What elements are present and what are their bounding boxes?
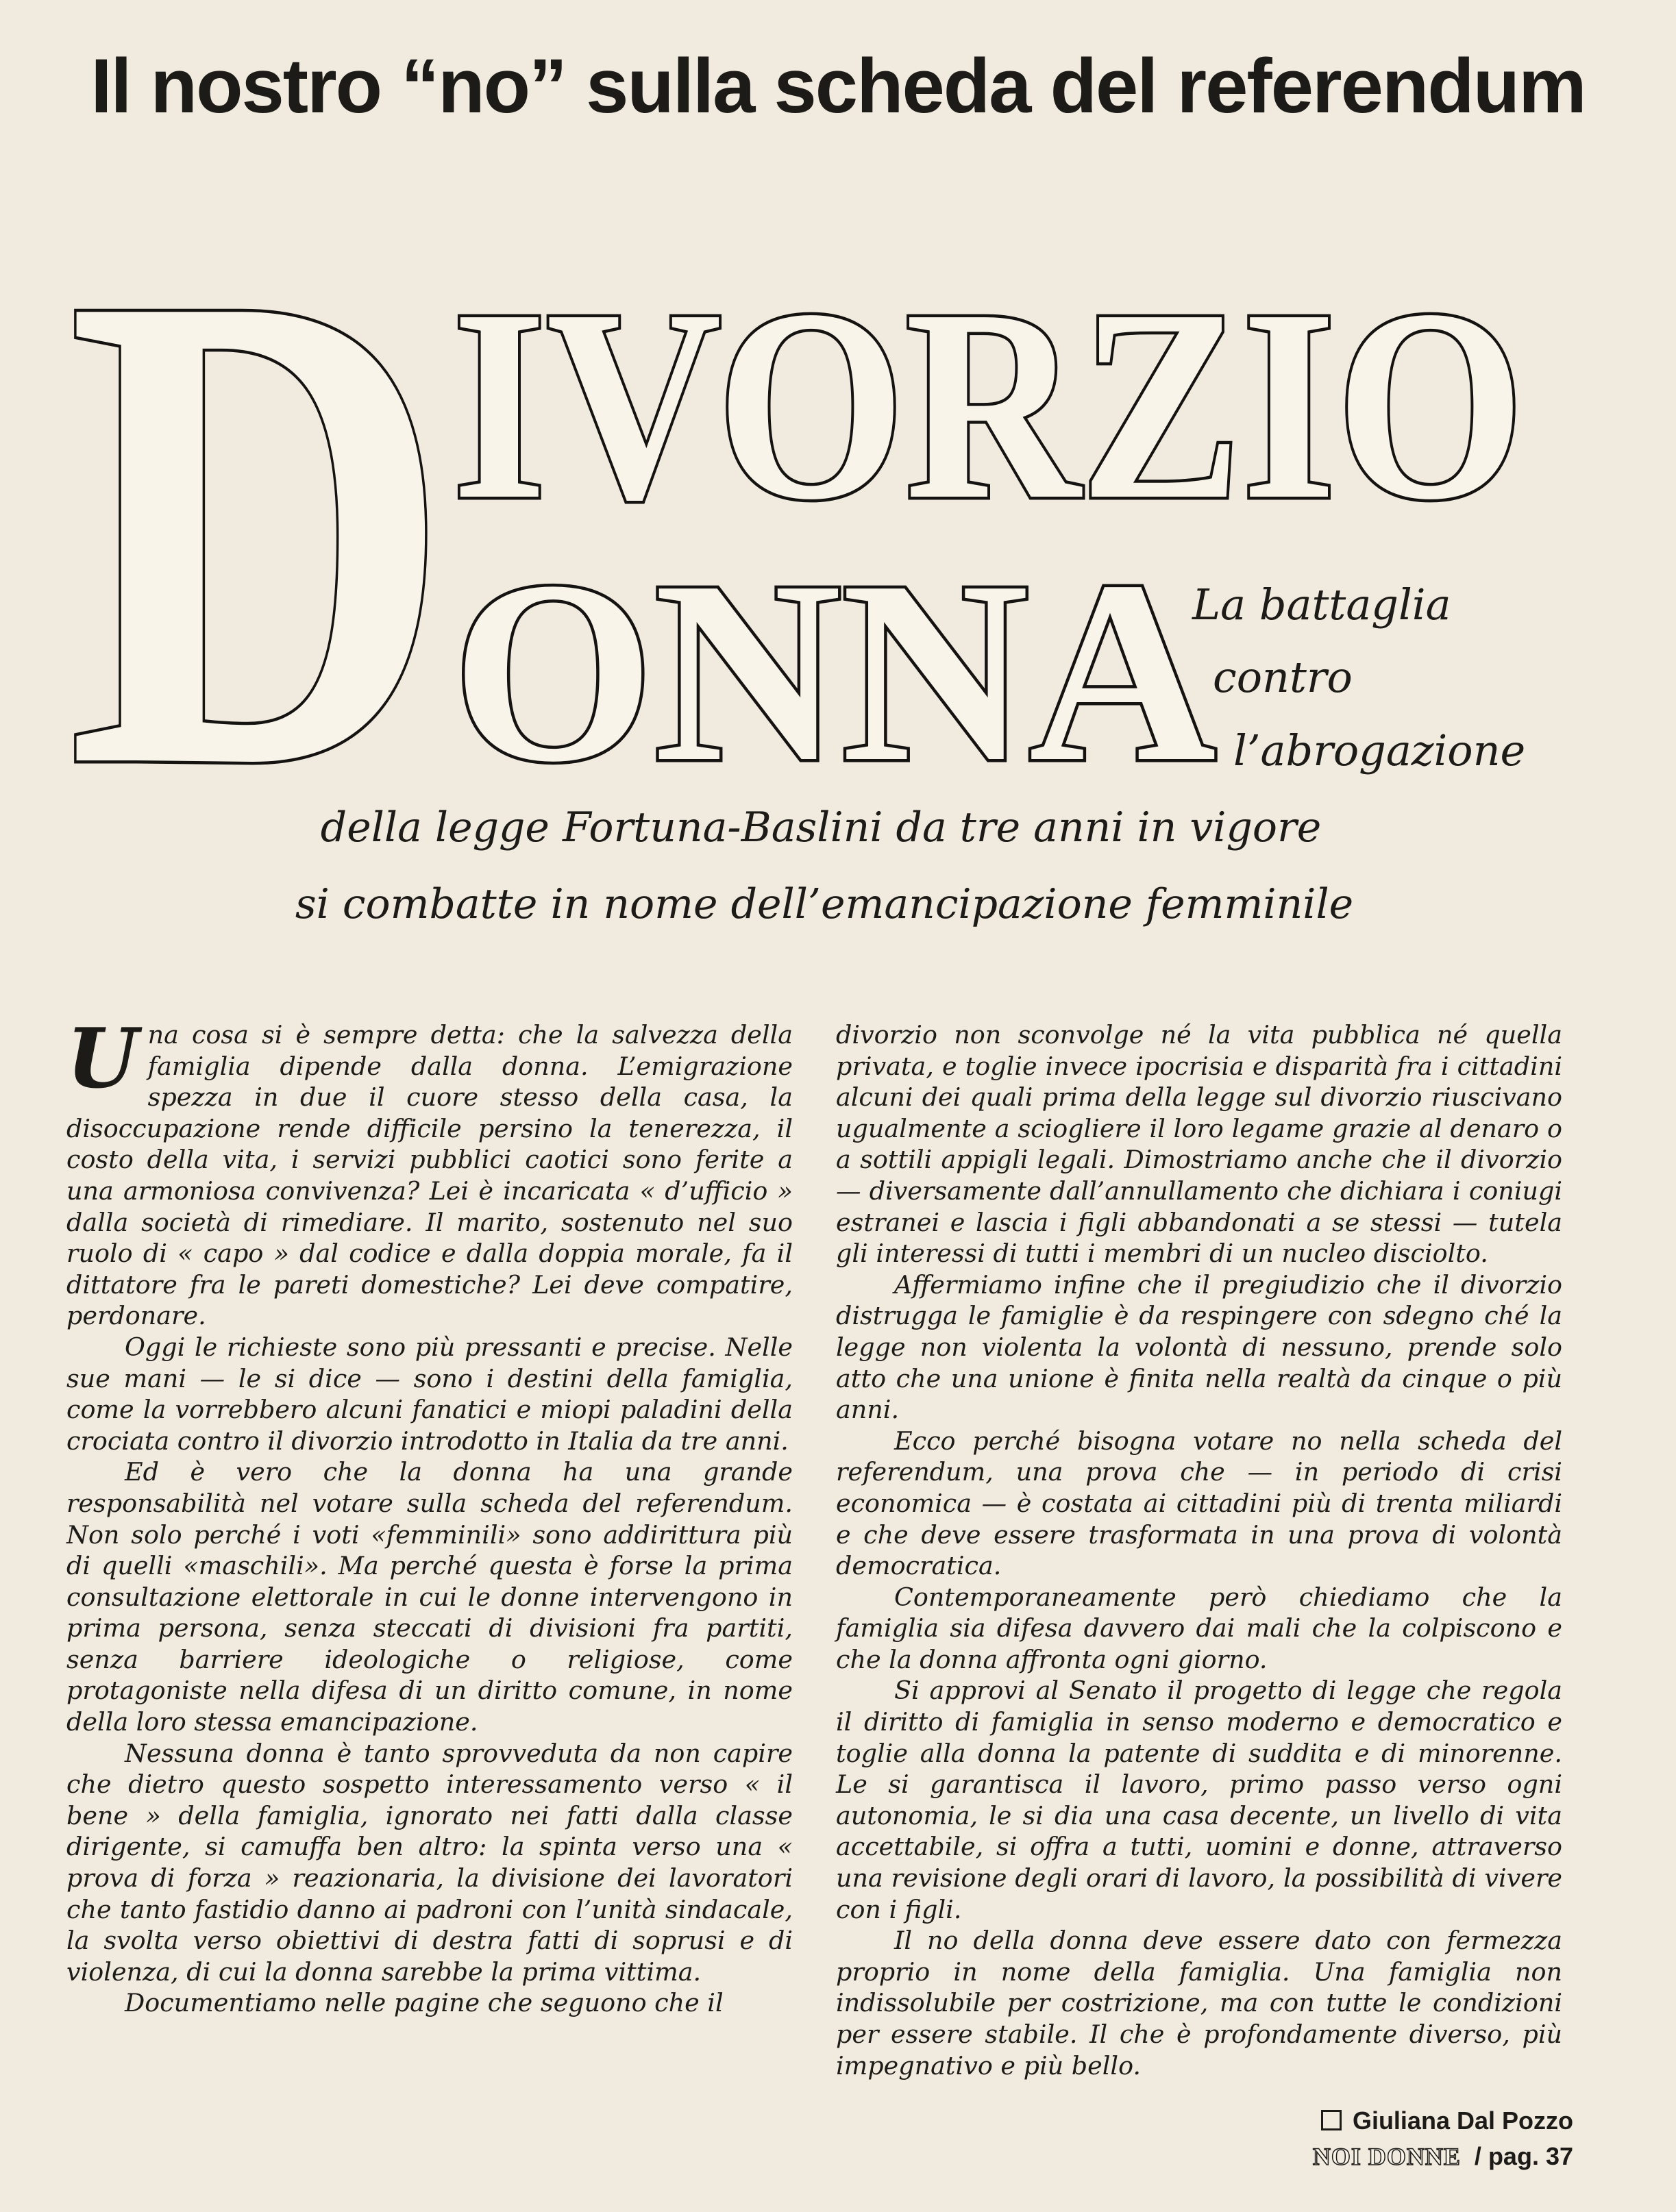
article-paragraph: Affermiamo infine che il pregiudizio che il divorzio distrugga le famiglie è da respingere con sdegno ché la legge non violenta la volontà di nessuno, prende solo atto che una unione è finita nella realtà da cinque o più anni. [836, 1269, 1562, 1425]
deck-line-1: della legge Fortuna-Baslini da tre anni in vigore [320, 804, 1322, 852]
page-footer [1313, 2142, 1573, 2171]
page-kicker-headline: Il nostro “no” sulla scheda del referendum [90, 43, 1586, 129]
footer-separator: / [1474, 2142, 1481, 2170]
article-paragraph: Documentiamo nelle pagine che seguono che il [125, 1988, 724, 2018]
article-paragraph: Contemporaneamente però chiediamo che la famiglia sia difesa davvero dai mali che la colpiscono e che la donna affronta ogni giorno. [836, 1582, 1562, 1674]
article-paragraph: Il no della donna deve essere dato con fermezza proprio in nome della famiglia. Una famiglia non indissolubile per costrizione, ma con tutte le condizioni per essere stabile. Il che è profondamente diverso, più impegnativo e più bello. [836, 1926, 1562, 2080]
page-number: pag. 37 [1488, 2142, 1573, 2170]
masthead-initial-d: D [67, 151, 451, 795]
drop-cap: U [66, 1010, 138, 1107]
author-name: Giuliana Dal Pozzo [1352, 2107, 1573, 2135]
masthead-word-donna: ONNA [452, 527, 1216, 795]
paragraph-text: na cosa si è sempre detta: che la salvezza della famiglia dipende dalla donna. L’emigrazione spezza in due il cuore stesso della casa, la disoccupazione rende difficile persino la tenerezza, il costo della vita, i servizi pubblici caotici sono ferite a una armoniosa convivenza? Lei è incaricata « d’ufficio » dalla società di rimediare. Il marito, sostenuto nel suo ruolo di « capo » dal codice e dalla doppia morale, fa il dittatore fra le pareti domestiche? Lei deve compatire, perdonare. [66, 1020, 793, 1331]
article-paragraph: Ed è vero che la donna ha una grande responsabilità nel votare sulla scheda del referendum. Non solo perché i voti «femminili» sono addirittura più di quelli «maschili». Ma perché questa è forse la prima consultazione elettorale in cui le donne intervengono in prima persona, senza steccati di divisioni fra partiti, senza barriere ideologiche o religiose, come protagoniste nella difesa di un diritto comune, in nome della loro stessa emancipazione. [66, 1457, 793, 1737]
author-signature [1321, 2107, 1573, 2135]
subtitle-line-3: l’abrogazione [1233, 725, 1526, 775]
article-column-right [836, 1019, 1562, 2081]
masthead-word-divorzio: IVORZIO [452, 253, 1525, 556]
deck-line-2: si combatte in nome dell’emancipazione femminile [295, 880, 1354, 928]
magazine-logo: NOI DONNE [1312, 2143, 1461, 2170]
article-paragraph: Si approvi al Senato il progetto di legge che regola il diritto di famiglia in senso moderno e democratico e toglie alla donna la patente di suddita e di minorenne. Le si garantisca il lavoro, primo passo verso ogni autonomia, le si dia una casa decente, un livello di vita accettabile, si offra a tutti, uomini e donne, attraverso una revisione degli orari di lavoro, la possibilità di vivere con i figli. [836, 1676, 1562, 1924]
article-paragraph [66, 1010, 793, 1332]
masthead-title [0, 0, 1676, 795]
article-paragraph: divorzio non sconvolge né la vita pubblica né quella privata, e toglie invece ipocrisia e disparità fra i cittadini alcuni dei quali prima della legge sul divorzio riuscivano ugualmente a sciogliere il loro legame grazie al denaro o a sottili appigli legali. Dimostriamo anche che il divorzio — diversamente dall’annullamento che dichiara i coniugi estranei e lascia i figli abbandonati a se stessi — tutela gli interessi di tutti i membri di un nucleo disciolto. [836, 1020, 1562, 1269]
article-column-left [66, 1010, 793, 2019]
article-paragraph: Oggi le richieste sono più pressanti e precise. Nelle sue mani — le si dice — sono i destini della famiglia, come la vorrebbero alcuni fanatici e miopi paladini della crociata contro il divorzio introdotto in Italia da tre anni. [66, 1332, 793, 1456]
end-mark-square-icon [1321, 2110, 1342, 2130]
subtitle-line-1: La battaglia [1192, 580, 1451, 630]
article-paragraph: Ecco perché bisogna votare no nella scheda del referendum, una prova che — in periodo di crisi economica — è costata ai cittadini più di trenta miliardi e che deve essere trasformata in una prova di volontà democratica. [836, 1426, 1562, 1581]
article-paragraph: Nessuna donna è tanto sprovveduta da non capire che dietro questo sospetto interessamento verso « il bene » della famiglia, ignorato nei fatti dalla classe dirigente, si camuffa ben altro: la spinta verso una « prova di forza » reazionaria, la divisione dei lavoratori che tanto fastidio danno ai padroni con l’unità sindacale, la svolta verso obiettivi di destra fatti di soprusi e di violenza, di cui la donna sarebbe la prima vittima. [66, 1738, 793, 1987]
subtitle-line-2: contro [1213, 652, 1353, 702]
